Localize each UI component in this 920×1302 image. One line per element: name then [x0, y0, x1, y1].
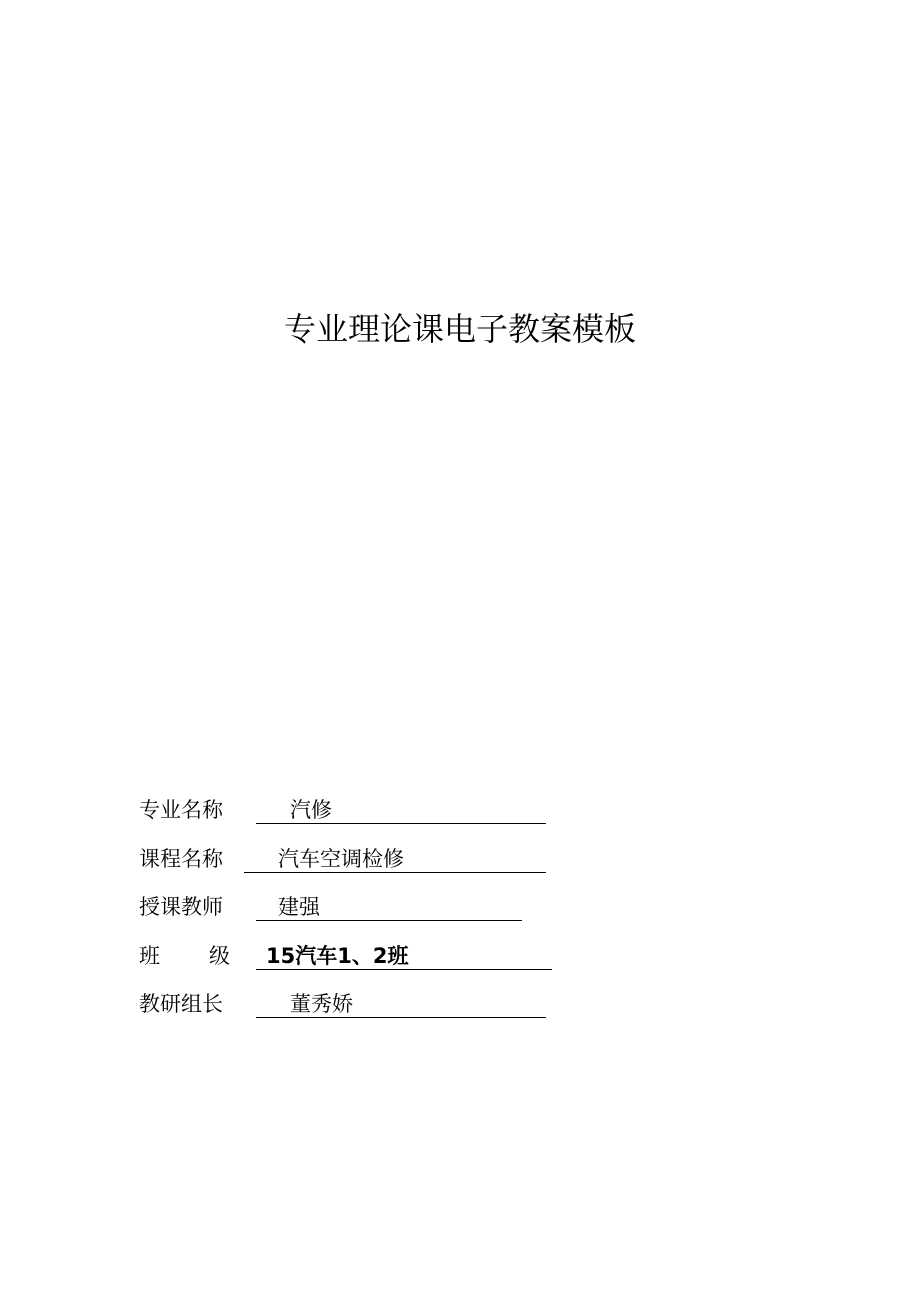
class-field	[256, 940, 552, 970]
class-label-char-2: 级	[209, 943, 230, 968]
major-value: 汽修	[290, 798, 332, 822]
major-field	[256, 794, 546, 824]
course-label: 课程名称	[139, 846, 223, 871]
class-label-char-1: 班	[139, 943, 160, 968]
leader-value: 董秀娇	[290, 992, 353, 1016]
course-value: 汽车空调检修	[278, 846, 404, 871]
teacher-field	[256, 891, 522, 921]
teacher-value: 建强	[278, 895, 320, 919]
major-label: 专业名称	[139, 798, 223, 822]
leader-label: 教研组长	[139, 992, 223, 1016]
document-title: 专业理论课电子教案模板	[283, 310, 636, 348]
teacher-label: 授课教师	[139, 895, 223, 919]
course-field	[244, 843, 546, 873]
leader-field	[256, 988, 546, 1018]
class-value: 15汽车1、2班	[266, 943, 409, 968]
